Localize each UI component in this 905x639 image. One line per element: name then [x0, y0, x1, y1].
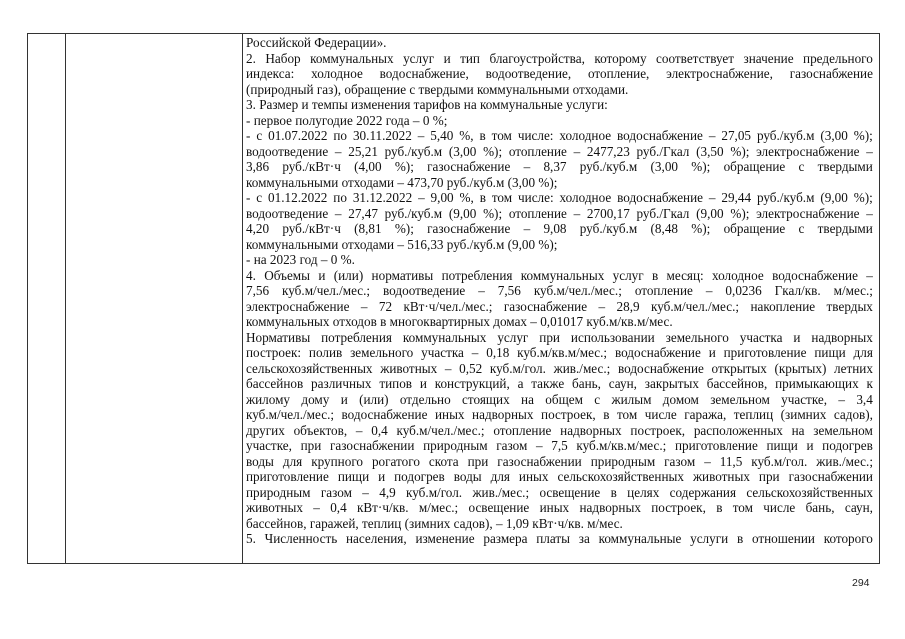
- text-line: воды для крупного рогатого скота при газоснабжении природным газом – 11,5 куб.м/гол. жив./мес.;: [246, 453, 873, 469]
- text-line: 7,56 куб.м/чел./мес.; водоотведение – 7,56 куб.м/чел./мес.; отопление – 0,0236 Гкал/кв. м/мес.;: [246, 283, 873, 298]
- text-line: бассейнов, гаражей, теплиц (зимних садов), – 1,09 кВт·ч/кв. м/мес.: [246, 515, 623, 531]
- text-line: 2. Набор коммунальных услуг и тип благоустройства, которому соответствует значение предельного: [246, 50, 873, 66]
- text-line: Нормативы потребления коммунальных услуг при использовании земельного участка и надворных: [246, 329, 873, 345]
- text-line: коммунальными отходами – 473,70 руб./куб.м (3,00 %);: [246, 174, 558, 190]
- text-line: жилому дому и (или) отдельно стоящих на общем с жилым домом земельном участке, – 3,4: [246, 391, 873, 407]
- text-line: водоотведение – 25,21 руб./куб.м (3,00 %); отопление – 2477,23 руб./Гкал (3,50 %); электроснабжение –: [246, 143, 873, 159]
- text-line: - первое полугодие 2022 года – 0 %;: [246, 112, 448, 128]
- text-line: Российской Федерации».: [246, 35, 387, 50]
- table-cell-text: [246, 35, 873, 547]
- text-line: 3. Размер и темпы изменения тарифов на коммунальные услуги:: [246, 97, 608, 112]
- document-table: [27, 33, 880, 564]
- text-line: коммунальных отходов в многоквартирных домах – 0,01017 куб.м/кв.м/мес.: [246, 314, 673, 329]
- text-line: 5. Численность населения, изменение размера платы за коммунальные услуги в отношении которого: [246, 531, 873, 546]
- text-line: водоотведение – 27,47 руб./куб.м (9,00 %); отопление – 2700,17 руб./Гкал (9,00 %); электроснабжение –: [246, 205, 873, 221]
- column-divider: [65, 34, 66, 563]
- text-line: (природный газ), обращение с твердыми коммунальными отходами.: [246, 81, 629, 97]
- text-line: индекса: холодное водоснабжение, водоотведение, отопление, электроснабжение, газоснабжение: [246, 66, 873, 81]
- text-line: - с 01.07.2022 по 30.11.2022 – 5,40 %, в том числе: холодное водоснабжение – 27,05 руб./куб.м (3,00 %);: [246, 128, 873, 143]
- text-line: коммунальными отходами – 516,33 руб./куб.м (9,00 %);: [246, 236, 558, 252]
- text-line: 4. Объемы и (или) нормативы потребления коммунальных услуг в месяц: холодное водоснабжение –: [246, 267, 873, 283]
- text-line: других объектов, – 0,4 куб.м/чел./мес.; отопление надворных построек, расположенных на земельном: [246, 422, 873, 438]
- text-line: - с 01.12.2022 по 31.12.2022 – 9,00 %, в том числе: холодное водоснабжение – 29,44 руб./куб.м (9,00 %);: [246, 190, 873, 205]
- text-line: построек: полив земельного участка – 0,18 куб.м/кв.м/мес.; водоснабжение и приготовление пищи для: [246, 345, 873, 360]
- text-line: сельскохозяйственных животных – 0,52 куб.м/гол. жив./мес.; водоснабжение открытых (крытых) летних: [246, 360, 873, 376]
- text-line: куб.м/чел./мес.; водоснабжение иных надворных построек, в том числе гаража, теплиц (зимних садов),: [246, 407, 873, 422]
- text-line: приготовление пищи и подогрев воды для иных сельскохозяйственных животных при газоснабжении: [246, 469, 873, 484]
- column-divider: [242, 34, 243, 563]
- text-line: 4,20 руб./кВт·ч (8,81 %); газоснабжение – 9,08 руб./куб.м (8,48 %); обращение с твердыми: [246, 221, 873, 236]
- text-line: 3,86 руб./кВт·ч (4,00 %); газоснабжение – 8,37 руб./куб.м (3,00 %); обращение с твердыми: [246, 159, 873, 174]
- text-line: природным газом – 4,9 куб.м/гол. жив./мес.; освещение в целях содержания сельскохозяйственных: [246, 484, 873, 500]
- page-number: 294: [852, 577, 870, 589]
- text-line: животных – 0,4 кВт·ч/кв. м/мес.; освещение иных надворных построек, в том числе бань, саун,: [246, 500, 873, 515]
- text-line: участке, при газоснабжении природным газом – 7,5 куб.м/кв.м/мес.; приготовление пищи и подогрев: [246, 438, 873, 453]
- text-line: бассейнов различных типов и конструкций, а также бань, саун, закрытых бассейнов, примыкающих к: [246, 376, 873, 391]
- text-line: электроснабжение – 72 кВт·ч/чел./мес.; газоснабжение – 28,9 куб.м/чел./мес.; накопление твердых: [246, 298, 873, 314]
- text-line: - на 2023 год – 0 %.: [246, 252, 355, 267]
